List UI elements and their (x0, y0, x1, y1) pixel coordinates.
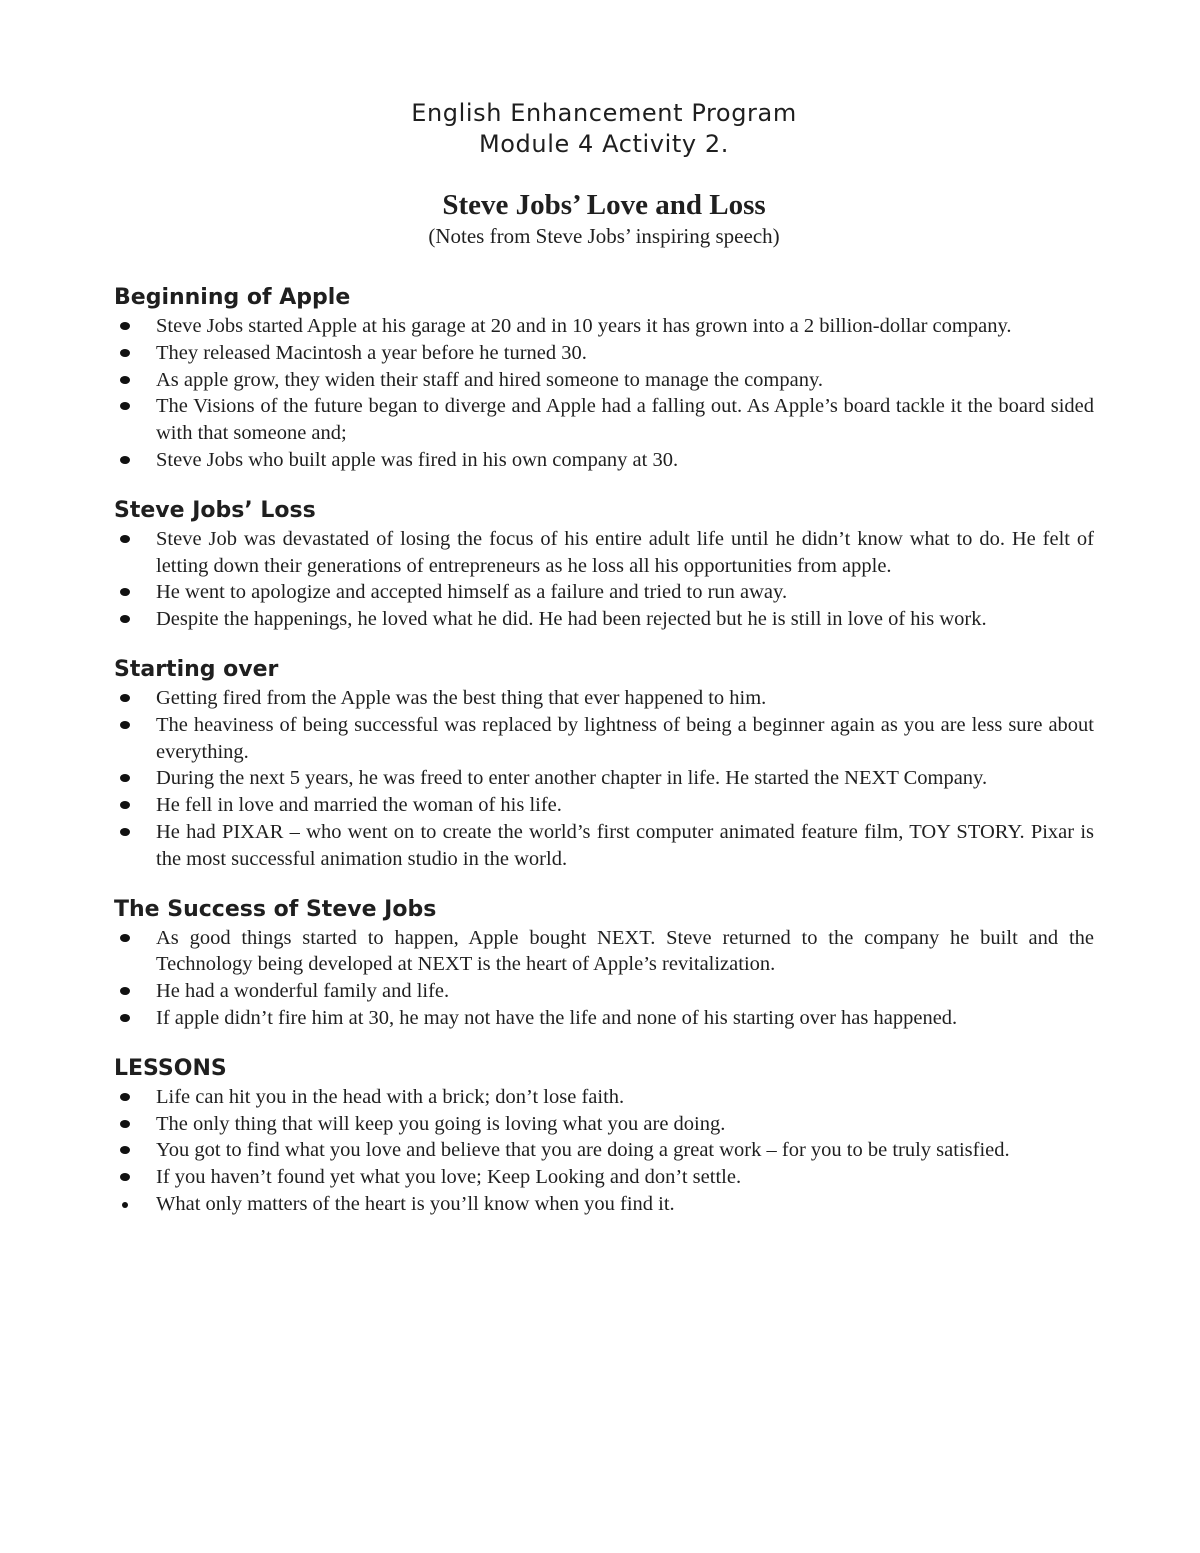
bullet-list (114, 925, 1094, 1032)
section-lessons (114, 1054, 1094, 1218)
list-item-text: As apple grow, they widen their staff and hired someone to manage the company. (156, 368, 824, 391)
list-item (114, 819, 1094, 873)
list-item-text: He had PIXAR – who went on to create the world’s first computer animated feature film, TOY STORY. Pixar is the most successful animation studio in the world. (156, 820, 1094, 870)
list-item-text: Despite the happenings, he loved what he did. He had been rejected but he is still in love of his work. (156, 608, 987, 631)
bullet-icon (120, 615, 130, 623)
bullet-icon (120, 1093, 130, 1101)
list-item (114, 579, 1094, 606)
bullet-icon (120, 934, 130, 942)
bullet-icon (120, 828, 130, 836)
bullet-list (114, 526, 1094, 633)
list-item-text: They released Macintosh a year before he turned 30. (156, 341, 587, 364)
list-item (114, 1005, 1094, 1032)
section-heading: Steve Jobs’ Loss (114, 497, 316, 523)
bullet-icon (120, 801, 130, 809)
document-page (114, 98, 1094, 1218)
list-item-text: He fell in love and married the woman of his life. (156, 794, 562, 817)
list-item-text: He had a wonderful family and life. (156, 980, 450, 1003)
list-item (114, 313, 1094, 340)
bullet-icon (120, 402, 130, 410)
bullet-icon (120, 1120, 130, 1128)
list-item (114, 606, 1094, 633)
document-subtitle: (Notes from Steve Jobs’ inspiring speech) (428, 224, 780, 248)
section-success-of-steve-jobs (114, 895, 1094, 1032)
list-item (114, 526, 1094, 580)
bullet-icon (120, 1014, 130, 1022)
list-item-text: As good things started to happen, Apple bought NEXT. Steve returned to the company he built and the Technology being developed at NEXT is the heart of Apple’s revitalization. (156, 926, 1094, 976)
list-item (114, 1191, 1094, 1218)
list-item (114, 978, 1094, 1005)
bullet-icon (120, 1173, 130, 1181)
list-item (114, 1111, 1094, 1138)
list-item (114, 925, 1094, 979)
document-title: Steve Jobs’ Love and Loss (442, 189, 766, 221)
list-item (114, 393, 1094, 447)
section-heading: The Success of Steve Jobs (114, 896, 437, 922)
bullet-icon (122, 1202, 128, 1208)
list-item-text: The Visions of the future began to diverge and Apple had a falling out. As Apple’s board tackle it the board sided with that someone and; (156, 395, 1094, 445)
list-item-text: The heaviness of being successful was replaced by lightness of being a beginner again as you are less sure about everything. (156, 713, 1094, 763)
list-item (114, 1084, 1094, 1111)
list-item (114, 447, 1094, 474)
bullet-list (114, 685, 1094, 873)
list-item-text: Steve Job was devastated of losing the focus of his entire adult life until he didn’t know what to do. He felt of letting down their generations of entrepreneurs as he loss all his opportunities from apple. (156, 527, 1094, 577)
list-item (114, 1137, 1094, 1164)
bullet-icon (120, 694, 130, 702)
list-item (114, 712, 1094, 766)
bullet-icon (120, 349, 130, 357)
list-item-text: What only matters of the heart is you’ll know when you find it. (156, 1192, 675, 1215)
bullet-icon (120, 456, 130, 464)
list-item-text: He went to apologize and accepted himself as a failure and tried to run away. (156, 581, 788, 604)
list-item-text: You got to find what you love and believe that you are doing a great work – for you to be truly satisfied. (156, 1139, 1010, 1162)
list-item (114, 367, 1094, 394)
list-item (114, 792, 1094, 819)
bullet-icon (120, 987, 130, 995)
bullet-icon (120, 376, 130, 384)
section-heading: Beginning of Apple (114, 285, 351, 310)
bullet-icon (120, 535, 130, 543)
list-item (114, 685, 1094, 712)
bullet-icon (120, 721, 130, 729)
list-item-text: The only thing that will keep you going is loving what you are doing. (156, 1112, 726, 1135)
section-beginning-of-apple (114, 283, 1094, 474)
section-steve-jobs-loss (114, 496, 1094, 633)
list-item-text: If apple didn’t fire him at 30, he may not have the life and none of his starting over has happened. (156, 1006, 958, 1029)
bullet-icon (120, 1146, 130, 1154)
bullet-icon (120, 774, 130, 782)
module-title: Module 4 Activity 2. (478, 130, 730, 158)
section-starting-over (114, 655, 1094, 873)
bullet-icon (120, 322, 130, 330)
list-item-text: If you haven’t found yet what you love; Keep Looking and don’t settle. (156, 1166, 742, 1189)
list-item-text: Steve Jobs started Apple at his garage at 20 and in 10 years it has grown into a 2 billion-dollar company. (156, 315, 1012, 337)
list-item-text: Getting fired from the Apple was the best thing that ever happened to him. (156, 686, 767, 709)
section-heading: Starting over (114, 656, 279, 682)
list-item-text: During the next 5 years, he was freed to enter another chapter in life. He started the NEXT Company. (156, 767, 988, 790)
list-item-text: Steve Jobs who built apple was fired in his own company at 30. (156, 448, 679, 471)
bullet-list (114, 313, 1094, 474)
section-heading: LESSONS (114, 1055, 227, 1081)
program-title: English Enhancement Program (411, 99, 797, 127)
list-item (114, 765, 1094, 792)
list-item (114, 1164, 1094, 1191)
bullet-icon (120, 588, 130, 596)
bullet-list (114, 1084, 1094, 1218)
list-item-text: Life can hit you in the head with a brick; don’t lose faith. (156, 1085, 625, 1108)
list-item (114, 340, 1094, 367)
